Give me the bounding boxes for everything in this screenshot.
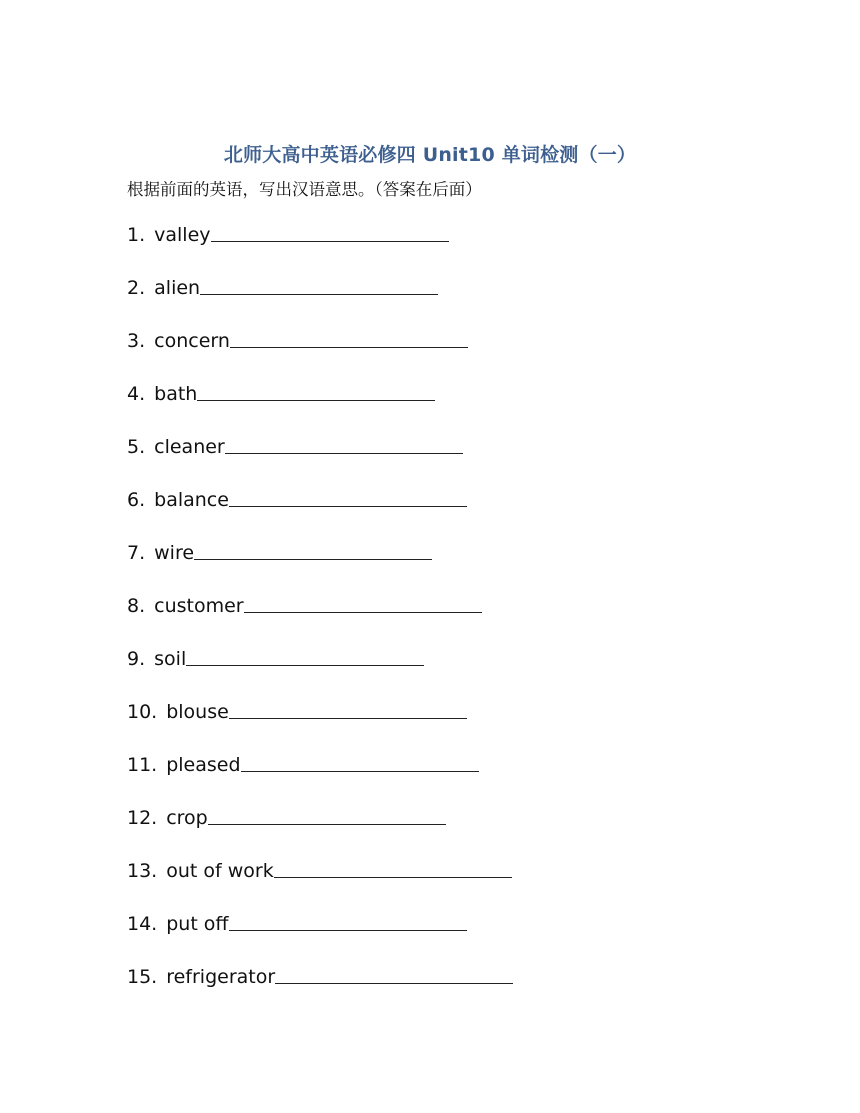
answer-blank[interactable] — [229, 911, 467, 931]
item-number: 11. — [127, 754, 158, 776]
vocabulary-item — [127, 222, 513, 275]
instruction-text: 根据前面的英语，写出汉语意思。（答案在后面） — [127, 180, 482, 199]
item-word: wire — [154, 542, 195, 564]
item-number: 12. — [127, 807, 158, 829]
answer-blank[interactable] — [230, 328, 468, 348]
vocabulary-item — [127, 964, 513, 1017]
vocabulary-item — [127, 434, 513, 487]
answer-blank[interactable] — [225, 434, 463, 454]
item-word: cleaner — [154, 436, 225, 458]
answer-blank[interactable] — [208, 805, 446, 825]
item-word: refrigerator — [166, 966, 276, 988]
item-number: 7. — [127, 542, 146, 564]
item-number: 1. — [127, 224, 146, 246]
item-number: 3. — [127, 330, 146, 352]
item-word: concern — [154, 330, 230, 352]
document-title: 北师大高中英语必修四 Unit10 单词检测（一） — [223, 144, 637, 166]
answer-blank[interactable] — [186, 646, 424, 666]
vocabulary-item — [127, 646, 513, 699]
vocabulary-item — [127, 593, 513, 646]
item-word: pleased — [166, 754, 241, 776]
item-number: 15. — [127, 966, 158, 988]
vocabulary-item — [127, 699, 513, 752]
answer-blank[interactable] — [275, 964, 513, 984]
answer-blank[interactable] — [229, 699, 467, 719]
item-word: bath — [154, 383, 198, 405]
item-word: crop — [166, 807, 208, 829]
vocabulary-item — [127, 540, 513, 593]
item-number: 8. — [127, 595, 146, 617]
item-word: put off — [166, 913, 229, 935]
vocabulary-item — [127, 858, 513, 911]
item-word: blouse — [166, 701, 229, 723]
vocabulary-item — [127, 275, 513, 328]
item-word: soil — [154, 648, 187, 670]
answer-blank[interactable] — [229, 487, 467, 507]
item-word: alien — [154, 277, 201, 299]
answer-blank[interactable] — [244, 593, 482, 613]
vocabulary-item — [127, 381, 513, 434]
vocabulary-item — [127, 805, 513, 858]
item-number: 14. — [127, 913, 158, 935]
vocabulary-item — [127, 752, 513, 805]
vocabulary-list — [127, 222, 513, 1017]
answer-blank[interactable] — [200, 275, 438, 295]
item-number: 5. — [127, 436, 146, 458]
vocabulary-item — [127, 911, 513, 964]
item-number: 9. — [127, 648, 146, 670]
answer-blank[interactable] — [241, 752, 479, 772]
answer-blank[interactable] — [211, 222, 449, 242]
answer-blank[interactable] — [194, 540, 432, 560]
item-number: 4. — [127, 383, 146, 405]
item-number: 10. — [127, 701, 158, 723]
vocabulary-item — [127, 328, 513, 381]
item-number: 2. — [127, 277, 146, 299]
item-word: valley — [154, 224, 211, 246]
vocabulary-item — [127, 487, 513, 540]
item-word: customer — [154, 595, 244, 617]
answer-blank[interactable] — [197, 381, 435, 401]
item-number: 6. — [127, 489, 146, 511]
item-number: 13. — [127, 860, 158, 882]
item-word: balance — [154, 489, 229, 511]
answer-blank[interactable] — [274, 858, 512, 878]
item-word: out of work — [166, 860, 274, 882]
